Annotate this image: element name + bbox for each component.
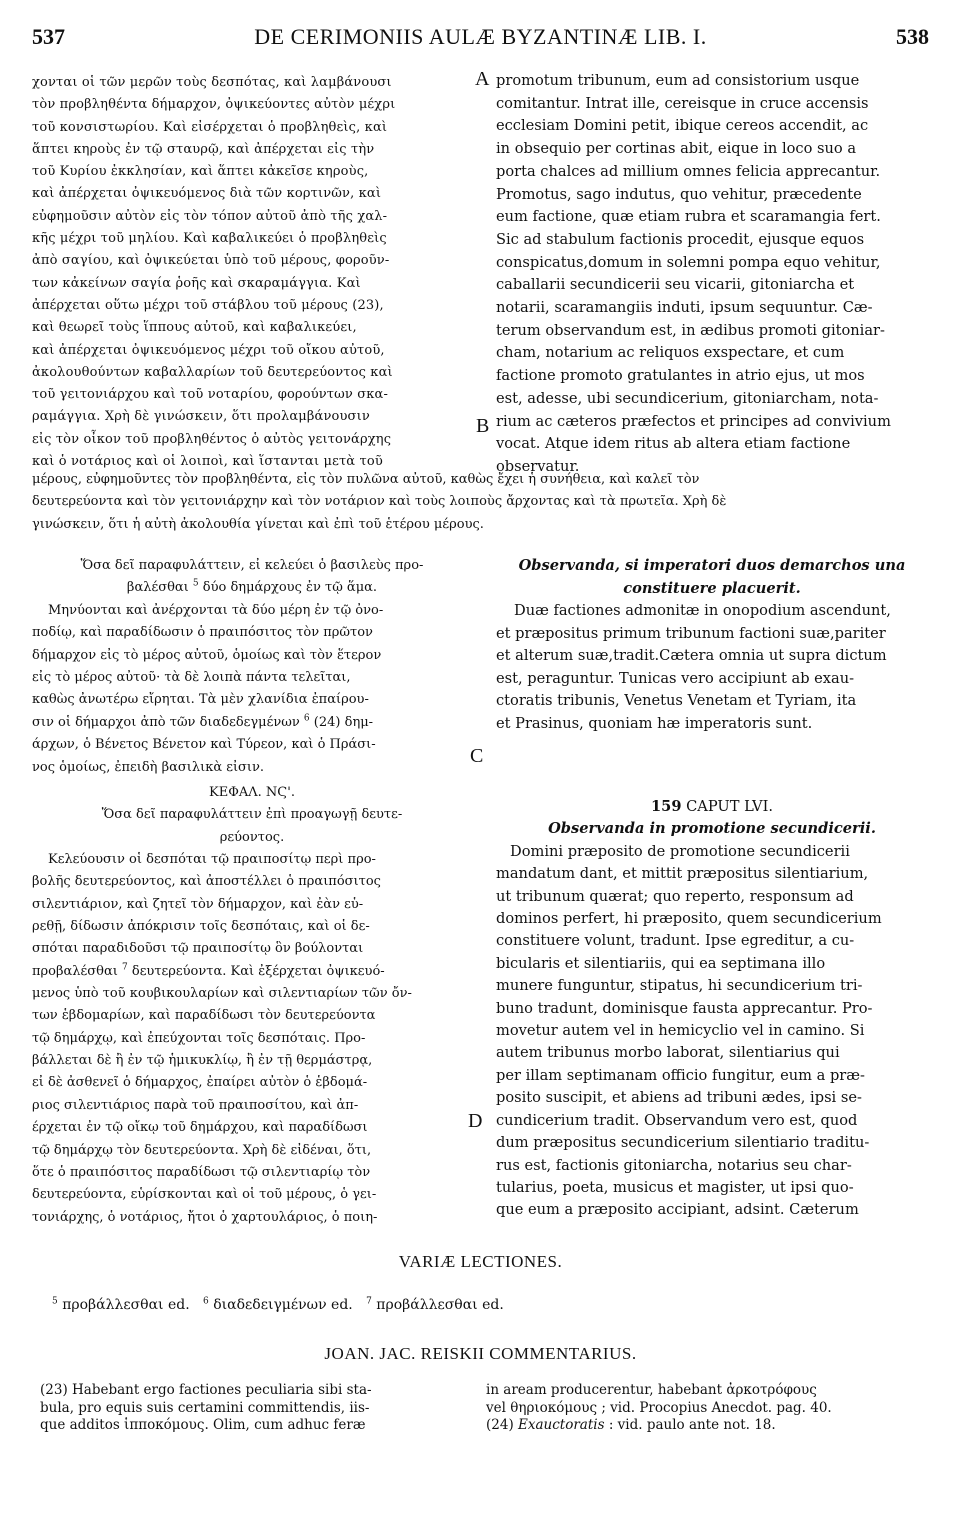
greek-line: τοῦ γειτονιάρχου καὶ τοῦ νοταρίου, φορούντων σκα- <box>32 387 389 403</box>
greek-heading: ρεύοντος. <box>219 829 285 845</box>
latin-column-top <box>496 70 928 479</box>
latin-line: bicularis et silentiariis, qui ea septimana illo <box>496 954 826 972</box>
latin-line: cundicerium tradit. Observandum vero est, quod <box>496 1111 858 1129</box>
greek-column-mid <box>32 555 472 779</box>
greek-line: γινώσκειν, ὅτι ἡ αὐτὴ ἀκολουθία γίνεται καὶ ἐπὶ τοῦ ἑτέρου μέρους. <box>32 516 484 532</box>
greek-full-width <box>32 469 928 536</box>
variant-reading: διαδεδειγμένων ed. <box>213 1297 353 1313</box>
variant-reading: προβάλλεσθαι ed. <box>376 1297 504 1313</box>
greek-line: ποδίῳ, καὶ παραδίδωσιν ὁ πραιπόσιτος τὸν πρῶτον <box>32 625 373 641</box>
greek-line: τοῦ Κυρίου ἐκκλησίαν, καὶ ἅπτει κἀκεῖσε κηροὺς, <box>32 164 369 180</box>
greek-line: κῆς μέχρι τοῦ μηλίου. Καὶ καβαλικεύει ὁ προβληθεὶς <box>32 231 387 247</box>
latin-line: rus est, factionis gitoniarcha, notarius seu char- <box>496 1156 852 1174</box>
greek-line: ἀπέρχεται οὕτω μέχρι τοῦ στάβλου τοῦ μέρους (23), <box>32 297 384 313</box>
latin-line: Domini præposito de promotione secundicerii <box>510 842 850 860</box>
commentary-left <box>40 1382 470 1435</box>
greek-line: τῷ δημάρχῳ τὸν δευτερεύοντα. Χρὴ δὲ εἰδέναι, ὅτι, <box>32 1142 372 1158</box>
greek-line: των κἀκείνων σαγία ῥοῆς καὶ σκαραμάγγια. Καὶ <box>32 275 361 291</box>
latin-line: ecclesiam Domini petit, ibique cereos accendit, ac <box>496 117 869 135</box>
greek-line: εἰ δὲ ἀσθενεῖ ὁ δήμαρχος, ἐπαίρει αὐτὸν ὁ ἑβδομά- <box>32 1075 368 1091</box>
chapter-number: 159 <box>651 798 682 815</box>
latin-line: autem tribunus morbo laborat, silentiarius qui <box>496 1044 840 1062</box>
greek-line: άρχων, ὁ Βένετος Βένετον καὶ Τύρεον, καὶ ὁ Πράσι- <box>32 737 376 753</box>
latin-line: et præpositus primum tribunum factioni suæ,pariter <box>496 624 886 642</box>
greek-line: καὶ ἀπέρχεται ὀψικευόμενος διὰ τῶν κορτινῶν, καὶ <box>32 186 382 202</box>
greek-line: σιλεντιάριον, καὶ ζητεῖ τὸν δήμαρχον, καὶ ἐὰν εὑ- <box>32 896 364 912</box>
chapter-title: CAPUT LVI. <box>686 798 773 815</box>
greek-heading: Ὅσα δεῖ παραφυλάττειν, εἰ κελεύει ὁ βασιλεὺς προ- <box>80 558 424 573</box>
greek-line: καὶ θεωρεῖ τοὺς ἵππους αὐτοῦ, καὶ καβαλικεύει, <box>32 320 357 336</box>
latin-heading: Observanda in promotione secundicerii. <box>548 820 876 838</box>
commentary-title: JOAN. JAC. REISKII COMMENTARIUS. <box>324 1344 637 1363</box>
greek-line: καὶ ἀπέρχεται ὀψικευόμενος μέχρι τοῦ οἴκου αὐτοῦ, <box>32 342 385 358</box>
variae-lectiones-title: VARIÆ LECTIONES. <box>398 1252 563 1271</box>
greek-line: έρχεται ἐν τῷ οἴκῳ τοῦ δημάρχου, καὶ παραδίδωσι <box>32 1120 368 1136</box>
greek-line: καὶ ὁ νοτάριος καὶ οἱ λοιποὶ, καὶ ἵστανται μετὰ τοῦ <box>32 454 383 470</box>
greek-line: μέρους, εὐφημοῦντες τὸν προβληθέντα, εἰς τὸν πυλῶνα αὐτοῦ, καθὼς ἔχει ἡ συνήθεια, καὶ καλεῖ τὸν <box>32 472 700 487</box>
latin-line: vocat. Atque idem ritus ab altera etiam factione <box>496 435 851 453</box>
greek-column-top <box>32 72 472 473</box>
greek-line: βάλλεται δὲ ἢ ἐν τῷ ἡμικυκλίῳ, ἢ ἐν τῇ θερμάστρᾳ, <box>32 1053 373 1069</box>
latin-line: ut tribunum quærat; quo reperto, responsum ad <box>496 887 854 905</box>
greek-line: ριος σιλεντιάριος παρὰ τοῦ πραιποσίτου, καὶ ἀπ- <box>32 1097 359 1113</box>
latin-line: Sic ad stabulum factionis procedit, ejusque equos <box>496 230 865 248</box>
variae-lectiones: $^5$ προβάλλεσθαι ed. $^6$ διαδεδειγμένων ed. $^7$ προβάλλεσθαι ed. <box>52 1296 504 1313</box>
greek-line: ὅτε ὁ πραιπόσιτος παραδίδωσι τῷ σιλεντιαρίῳ τὸν <box>32 1164 371 1180</box>
running-title: DE CERIMONIIS AULÆ BYZANTINÆ LIB. I. <box>254 24 707 49</box>
greek-line: εἰς τὸ μέρος αὐτοῦ· τὰ δὲ λοιπὰ πάντα τελεῖται, <box>32 670 351 686</box>
latin-line: Duæ factiones admonitæ in onopodium ascendunt, <box>514 602 891 619</box>
greek-heading: βαλέσθαι $^5$ δύο δημάρχους ἐν τῷ ἅμα. <box>126 579 378 596</box>
latin-line: terum observandum est, in ædibus promoti gitoniar- <box>496 321 885 339</box>
commentary-line: vel θηριοκόμους ; vid. Procopius Anecdot. pag. 40. <box>486 1399 832 1416</box>
greek-line: δήμαρχον εἰς τὸ μέρος αὐτοῦ, ὁμοίως καὶ τὸν ἕτερον <box>32 647 382 663</box>
greek-line: βολῆς δευτερεύοντος, καὶ ἀποστέλλει ὁ πραιπόσιτος <box>32 874 381 890</box>
margin-letter-c: C <box>470 745 484 767</box>
latin-line: est, peraguntur. Tunicas vero accipiunt ab exau- <box>496 669 855 687</box>
greek-line: εἰς τὸν οἶκον τοῦ προβληθέντος ὁ αὐτὸς γειτονάρχης <box>32 431 392 447</box>
greek-line: σπόται παραδιδοῦσι τῷ πραιποσίτῳ ὃν βούλονται <box>32 941 364 957</box>
greek-line: δευτερεύοντα καὶ τὸν γειτονιάρχην καὶ τὸν νοτάριον καὶ τοὺς λοιποὺς ἄρχοντας καὶ τὰ πρωτεῖα. Χρὴ δὲ <box>32 494 727 510</box>
latin-line: porta chalces ad millium omnes felicia apprecantur. <box>496 162 881 180</box>
commentary-line: in aream producerentur, habebant ἀρκοτρόφους <box>486 1382 817 1398</box>
greek-line: τὸν προβληθέντα δήμαρχον, ὀψικεύοντες αὐτὸν μέχρι <box>32 97 396 113</box>
latin-line: que eum a præposito accipiant, adsint. Cæterum <box>496 1201 859 1219</box>
greek-line: τονιάρχης, ὁ νοτάριος, ἤτοι ὁ χαρτουλάριος, ὁ ποιη- <box>32 1209 378 1225</box>
margin-letter-b: B <box>476 415 490 437</box>
latin-line: conspicatus,domum in solemni pompa equo vehitur, <box>496 253 881 271</box>
latin-line: tularius, poeta, musicus et magister, ut ipsi quo- <box>496 1178 854 1196</box>
greek-line: ρεθῇ, δίδωσιν ἀπόκρισιν τοῖς δεσπόταις, καὶ οἱ δε- <box>32 919 370 935</box>
latin-line: eum factione, quæ etiam rubra et scaramangia fert. <box>496 208 881 226</box>
greek-line: μενος ὑπὸ τοῦ κουβικουλαρίων καὶ σιλεντιαρίων τῶν ὄν- <box>32 986 412 1002</box>
latin-heading: Observanda, si imperatori duos demarchos una <box>518 557 906 574</box>
latin-line: promotum tribunum, eum ad consistorium usque <box>496 72 860 89</box>
latin-line: in obsequio per cortinas abit, eique in loco suo a <box>496 140 857 158</box>
latin-line: est, adesse, ubi secundicerium, gitoniarcham, nota- <box>496 389 879 407</box>
latin-line: cham, notarium ac reliquos exspectare, et cum <box>496 344 845 362</box>
greek-line: τῷ δημάρχῳ, καὶ ἐπεύχονται τοῖς δεσπόταις. Προ- <box>32 1030 366 1046</box>
greek-line: προβαλέσθαι $^7$ δευτερεύοντα. Καὶ ἐξέρχεται ὀψικευό- <box>32 962 385 979</box>
page-number-left: 537 <box>32 24 65 49</box>
latin-line: munere funguntur, stipatus, hi secundicerium tri- <box>496 977 863 995</box>
latin-line: comitantur. Intrat ille, cereisque in cruce accensis <box>496 94 869 112</box>
greek-line: χονται οἱ τῶν μερῶν τοὺς δεσπότας, καὶ λαμβάνουσι <box>32 75 392 90</box>
commentary-line: (23) Habebant ergo factiones peculiaria sibi sta- <box>40 1382 372 1398</box>
running-header <box>32 24 929 60</box>
latin-line: caballarii secundicerii seu vicarii, gitoniarcha et <box>496 276 855 294</box>
greek-line: ἀπὸ σαγίου, καὶ ὀψικεύεται ὑπὸ τοῦ μέρους, φοροῦν- <box>32 253 390 269</box>
latin-line: posito suscipit, et abiens ad tribuni ædes, ipsi se- <box>496 1089 862 1107</box>
latin-line: movetur autem vel in hemicyclio vel in camino. Si <box>496 1022 865 1040</box>
greek-line: εὐφημοῦσιν αὐτὸν εἰς τὸν τόπον αὐτοῦ ἀπὸ τῆς χαλ- <box>32 208 388 224</box>
variant-note-ref: 5 <box>192 579 199 590</box>
commentary-line: que additos ἱπποκόμους. Olim, cum adhuc feræ <box>40 1417 366 1433</box>
latin-line: rium ac cæteros præfectos et principes ad convivium <box>496 412 891 430</box>
commentary-line: (24) Exauctoratis : vid. paulo ante not. 18. <box>486 1417 776 1433</box>
latin-line: et Prasinus, quoniam hæ imperatoris sunt. <box>496 714 813 732</box>
greek-line: σιν οἱ δήμαρχοι ἀπὸ τῶν διαδεδεγμένων $^6$ (24) δημ- <box>32 713 374 730</box>
greek-line: Κελεύουσιν οἱ δεσπόται τῷ πραιποσίτῳ περὶ προ- <box>48 852 376 868</box>
latin-line: per illam septimanam officio fungitur, eum a præ- <box>496 1066 865 1084</box>
latin-line: constituere volunt, tradunt. Ipse egreditur, a cu- <box>496 932 855 950</box>
greek-line: τοῦ κονσιστωρίου. Καὶ εἰσέρχεται ὁ προβληθεὶς, καὶ <box>32 119 388 135</box>
latin-column-chapter <box>496 796 928 1222</box>
greek-line: ραμάγγια. Χρὴ δὲ γινώσκειν, ὅτι προλαμβάνουσιν <box>32 409 370 425</box>
latin-heading: constituere placuerit. <box>623 579 801 597</box>
variant-note-ref: 7 <box>122 962 128 973</box>
chapter-title-greek: ΚΕΦΑΛ. ΝϚ'. <box>209 785 295 800</box>
greek-heading: Ὅσα δεῖ παραφυλάττειν ἐπὶ προαγωγῇ δευτε- <box>101 807 403 823</box>
variant-reading: προβάλλεσθαι ed. <box>62 1297 190 1313</box>
latin-line: observatur. <box>496 457 580 475</box>
latin-line: ctoratis tribunis, Venetus Venetam et Tyriam, ita <box>496 692 857 709</box>
chapter-title-latin <box>496 796 928 818</box>
greek-column-chapter <box>32 782 472 1229</box>
greek-line: καθὼς ἀνωτέρω εἴρηται. Τὰ μὲν χλανίδια ἐπαίρου- <box>32 692 369 708</box>
commentary-right <box>486 1382 926 1435</box>
latin-line: Promotus, sago indutus, quo vehitur, præcedente <box>496 185 862 203</box>
latin-column-mid <box>496 555 928 735</box>
margin-letter-d: D <box>468 1110 483 1132</box>
greek-line: των ἑβδομαρίων, καὶ παραδίδωσι τὸν δευτερεύοντα <box>32 1008 376 1024</box>
greek-line: ἀκολουθούντων καβαλλαρίων τοῦ δευτερεύοντος καὶ <box>32 364 393 380</box>
latin-line: dum præpositus secundicerium silentiario traditu- <box>496 1134 870 1152</box>
latin-line: dominos perfert, hi præposito, quem secundicerium <box>496 910 882 928</box>
commentary-line: bula, pro equis suis certamini committendis, iis- <box>40 1399 370 1416</box>
latin-line: mandatum dant, et mittit præpositus silentiarium, <box>496 865 869 883</box>
margin-letter-a: A <box>475 68 490 90</box>
greek-line: νος ὁμοίως, ἐπειδὴ βασιλικὰ εἰσιν. <box>32 759 265 775</box>
latin-line: buno tradunt, dominisque fausta apprecantur. Pro- <box>496 999 873 1017</box>
greek-line: Μηνύονται καὶ ἀνέρχονται τὰ δύο μέρη ἐν τῷ ὀνο- <box>48 602 384 618</box>
greek-line: δευτερεύοντα, εὑρίσκονται καὶ οἱ τοῦ μέρους, ὁ γει- <box>32 1187 377 1203</box>
greek-line: ἅπτει κηροὺς ἐν τῷ σταυρῷ, καὶ ἀπέρχεται εἰς τὴν <box>32 141 375 157</box>
latin-line: notarii, scaramangiis induti, ipsum sequuntur. Cæ- <box>496 299 873 317</box>
page-number-right: 538 <box>896 24 929 49</box>
variant-note-ref: 6 <box>303 713 310 724</box>
latin-line: et alterum suæ,tradit.Cætera omnia ut supra dictum <box>496 647 887 664</box>
latin-line: factione promoto gratulantes in atrio ejus, ut mos <box>496 367 865 385</box>
